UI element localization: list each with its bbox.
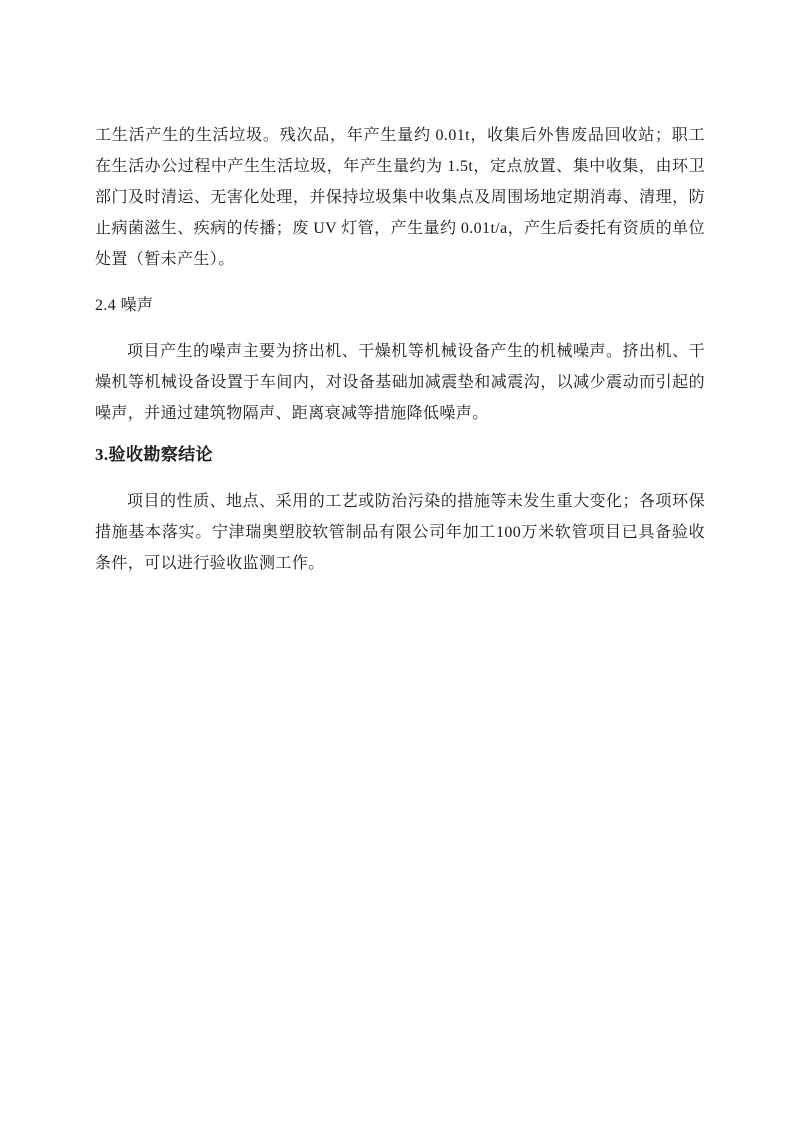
paragraph-acceptance-conclusion: 项目的性质、地点、采用的工艺或防治污染的措施等未发生重大变化；各项环保措施基本落实。宁津瑞奥塑胶软管制品有限公司年加工100万米软管项目已具备验收条件，可以进行验收监测工作。: [95, 493, 705, 572]
chapter-heading-3-acceptance-conclusion: 3.验收勘察结论: [95, 445, 213, 464]
section-heading-2-4-noise: 2.4 噪声: [95, 297, 154, 314]
paragraph-noise: 项目产生的噪声主要为挤出机、干燥机等机械设备产生的机械噪声。挤出机、干燥机等机械设备设置于车间内，对设备基础加减震垫和减震沟，以减少震动而引起的噪声，并通过建筑物隔声、距离衰减等措施降低噪声。: [95, 343, 705, 422]
paragraph-solid-waste-continuation: 工生活产生的生活垃圾。残次品，年产生量约 0.01t，收集后外售废品回收站；职工在生活办公过程中产生生活垃圾，年产生量约为 1.5t，定点放置、集中收集，由环卫部门及时清运、无害化处理，并保持垃圾集中收集点及周围场地定期消毒、清理，防止病菌滋生、疾病的传播；废 UV 灯管，产生量约 0.01t/a，产生后委托有资质的单位处置（暂未产生）。: [95, 127, 705, 268]
